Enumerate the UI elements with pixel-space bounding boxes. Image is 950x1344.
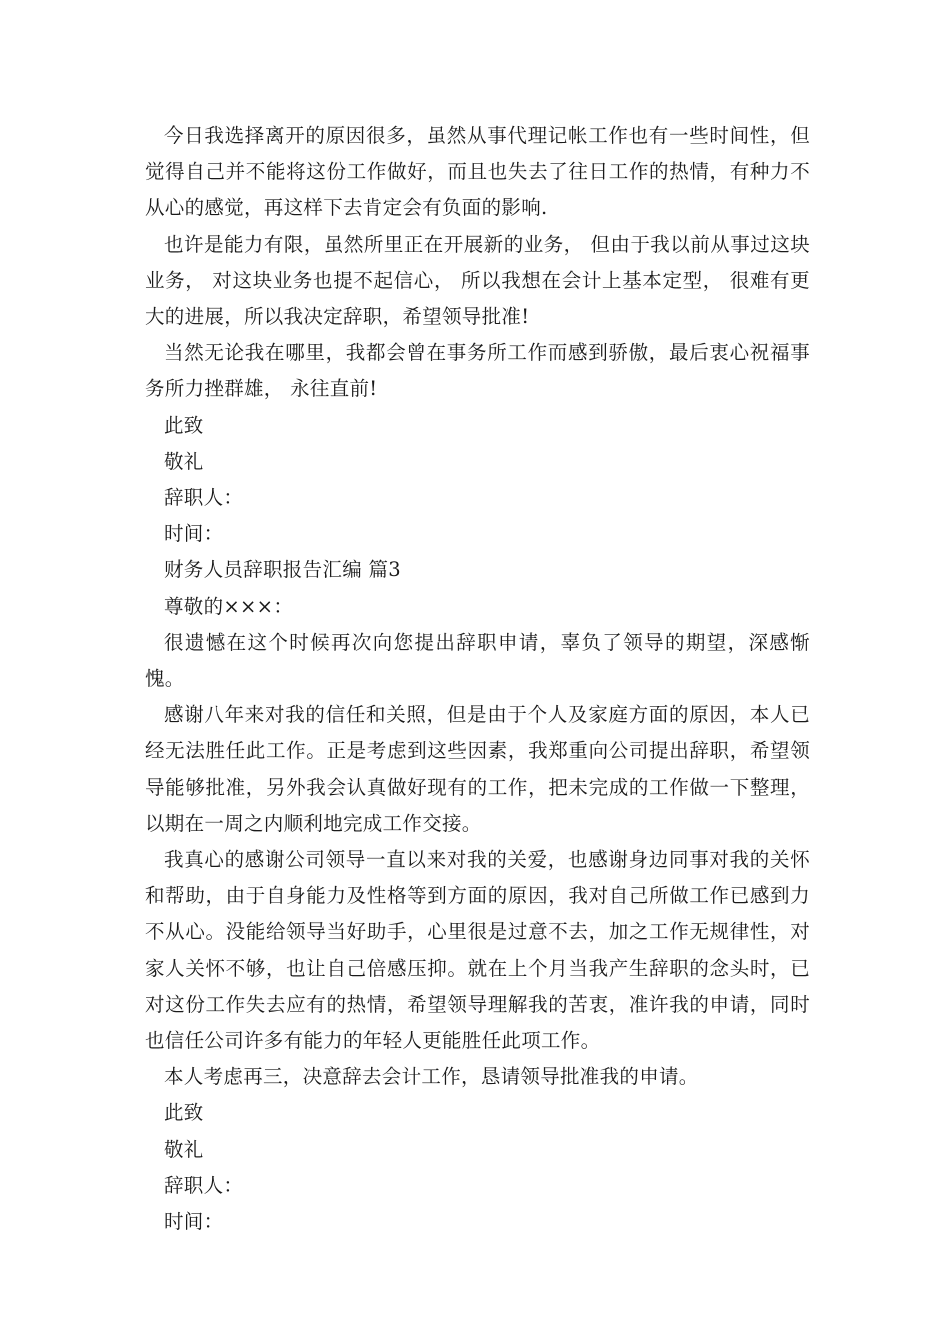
resigner-label-2: 辞职人： xyxy=(164,1173,244,1197)
paragraph-thanks: 感谢八年来对我的信任和关照，但是由于个人及家庭方面的原因，本人已经无法胜任此工作。正是考虑到这些因素，我郑重向公司提出辞职，希望领导能够批准，另外我会认真做好现有的工作，把未完成的工作做一下整理，以期在一周之内顺利地完成工作交接。 xyxy=(145,703,810,835)
closing-jing-li: 敬礼 xyxy=(164,449,204,473)
paragraph-regret: 很遗憾在这个时候再次向您提出辞职申请，辜负了领导的期望，深感惭愧。 xyxy=(145,630,810,691)
resigner-label: 辞职人： xyxy=(164,486,244,510)
closing-ci-zhi: 此致 xyxy=(164,413,204,437)
paragraph-blessing: 当然无论我在哪里，我都会曾在事务所工作而感到骄傲，最后衷心祝福事务所力挫群雄， 永往直前! xyxy=(145,341,810,401)
closing-jing-li-2: 敬礼 xyxy=(164,1137,204,1161)
time-label-2: 时间： xyxy=(164,1210,224,1234)
closing-ci-zhi-2: 此致 xyxy=(164,1101,204,1125)
document-body xyxy=(145,118,810,1240)
salutation: 尊敬的×××： xyxy=(164,594,294,618)
paragraph-decision: 本人考虑再三，决意辞去会计工作，恳请领导批准我的申请。 xyxy=(164,1065,699,1089)
paragraph-ability: 也许是能力有限，虽然所里正在开展新的业务， 但由于我以前从事过这块业务， 对这块业务也提不起信心， 所以我想在会计上基本定型， 很难有更大的进展，所以我决定辞职，希望领导批准! xyxy=(145,232,810,329)
section-title: 财务人员辞职报告汇编 篇3 xyxy=(164,558,402,582)
paragraph-reason: 今日我选择离开的原因很多，虽然从事代理记帐工作也有一些时间性，但觉得自己并不能将这份工作做好，而且也失去了往日工作的热情，有种力不从心的感觉，再这样下去肯定会有负面的影响. xyxy=(145,124,810,220)
time-label: 时间： xyxy=(164,522,224,546)
paragraph-gratitude: 我真心的感谢公司领导一直以来对我的关爱，也感谢身边同事对我的关怀和帮助，由于自身能力及性格等到方面的原因，我对自己所做工作已感到力不从心。没能给领导当好助手，心里很是过意不去，加之工作无规律性，对家人关怀不够，也让自己倍感压抑。就在上个月当我产生辞职的念头时，已对这份工作失去应有的热情，希望领导理解我的苦衷，准许我的申请，同时也信任公司许多有能力的年轻人更能胜任此项工作。 xyxy=(145,848,810,1053)
